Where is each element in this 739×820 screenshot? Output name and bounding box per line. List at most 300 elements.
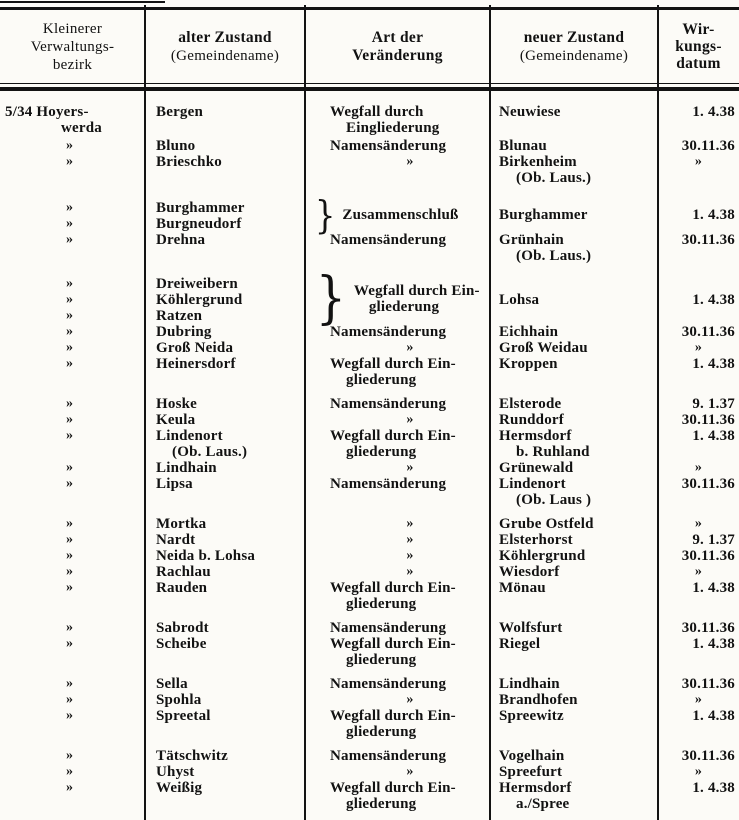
ditto-mark: » xyxy=(66,516,74,531)
cell-verwaltungsbezirk xyxy=(0,620,145,636)
cell-text: gliederung xyxy=(346,444,417,460)
cell-art-der-veraenderung xyxy=(305,248,490,264)
cell-text: 1. 4.38 xyxy=(692,428,735,444)
brace-text xyxy=(354,283,480,315)
cell-text: Ratzen xyxy=(156,308,203,324)
table-row xyxy=(0,340,739,356)
cell-art-der-veraenderung xyxy=(305,580,490,596)
ditto-mark: » xyxy=(66,276,74,291)
ditto-mark: » xyxy=(406,548,414,563)
cell-alter-zustand xyxy=(145,372,305,388)
ditto-mark: » xyxy=(694,516,703,531)
table-row xyxy=(0,104,739,120)
table-row xyxy=(0,564,739,580)
ditto-mark: » xyxy=(694,692,703,707)
cell-text: Lindenort xyxy=(156,428,223,444)
cell-wirkungsdatum xyxy=(658,292,739,308)
cell-text: Wiesdorf xyxy=(499,564,560,580)
ditto-mark: » xyxy=(406,460,414,475)
header-wirkungsdatum xyxy=(658,10,739,83)
table-row xyxy=(0,652,739,668)
cell-verwaltungsbezirk xyxy=(0,532,145,548)
cell-alter-zustand xyxy=(145,724,305,740)
cell-neuer-zustand xyxy=(490,532,658,548)
cell-verwaltungsbezirk xyxy=(0,356,145,372)
cell-art-der-veraenderung xyxy=(305,428,490,444)
ditto-mark: » xyxy=(66,692,74,707)
cell-verwaltungsbezirk xyxy=(0,340,145,356)
cell-alter-zustand xyxy=(145,170,305,186)
cell-text: Namensänderung xyxy=(330,138,447,154)
header-line: Veränderung xyxy=(352,46,443,64)
cell-text: Zusammenschluß xyxy=(342,207,459,223)
cell-verwaltungsbezirk xyxy=(0,476,145,492)
cell-wirkungsdatum xyxy=(658,676,739,692)
table-row xyxy=(0,620,739,636)
cell-alter-zustand xyxy=(145,428,305,444)
cell-wirkungsdatum xyxy=(658,170,739,186)
ditto-mark: » xyxy=(66,460,74,475)
cell-wirkungsdatum xyxy=(658,372,739,388)
cell-text: b. Ruhland xyxy=(516,444,590,460)
cell-wirkungsdatum xyxy=(658,564,739,580)
cell-verwaltungsbezirk xyxy=(0,104,145,120)
ditto-mark: » xyxy=(66,476,74,491)
cell-text: 1. 4.38 xyxy=(692,636,735,652)
ditto-mark: » xyxy=(66,636,74,651)
cell-alter-zustand xyxy=(145,138,305,154)
cell-text: 30.11.36 xyxy=(681,324,735,340)
cell-wirkungsdatum xyxy=(658,104,739,120)
cell-verwaltungsbezirk xyxy=(0,216,145,232)
cell-wirkungsdatum xyxy=(658,748,739,764)
cell-text: Wegfall durch Ein- xyxy=(330,780,456,796)
cell-art-der-veraenderung xyxy=(305,708,490,724)
cell-verwaltungsbezirk xyxy=(0,596,145,612)
ditto-mark: » xyxy=(406,692,414,707)
cell-text: 1. 4.38 xyxy=(692,580,735,596)
ditto-mark: » xyxy=(66,620,74,635)
table-row xyxy=(0,412,739,428)
cell-text: Sella xyxy=(156,676,188,692)
cell-alter-zustand xyxy=(145,596,305,612)
cell-verwaltungsbezirk xyxy=(0,676,145,692)
cell-text: Bergen xyxy=(156,104,204,120)
ditto-mark: » xyxy=(406,564,414,579)
table-row xyxy=(0,708,739,724)
cell-text: 1. 4.38 xyxy=(692,292,735,308)
cell-art-der-veraenderung xyxy=(305,412,490,428)
cell-text: Grünewald xyxy=(499,460,574,476)
table-row xyxy=(0,120,739,136)
cell-text: Weißig xyxy=(156,780,203,796)
cell-verwaltungsbezirk xyxy=(0,248,145,264)
cell-alter-zustand xyxy=(145,276,305,292)
cell-text: Wegfall durch Ein- xyxy=(330,428,456,444)
cell-verwaltungsbezirk xyxy=(0,200,145,216)
cell-verwaltungsbezirk xyxy=(0,516,145,532)
cell-text: 30.11.36 xyxy=(681,476,735,492)
cell-alter-zustand xyxy=(145,308,305,324)
cell-neuer-zustand xyxy=(490,308,658,324)
cell-verwaltungsbezirk xyxy=(0,232,145,248)
cell-text: Lindhain xyxy=(499,676,560,692)
cell-art-der-veraenderung xyxy=(305,396,490,412)
cell-text: Dreiweibern xyxy=(156,276,238,292)
cell-text: Lohsa xyxy=(499,292,540,308)
cell-alter-zustand xyxy=(145,324,305,340)
cell-text: 30.11.36 xyxy=(681,138,735,154)
cell-art-der-veraenderung xyxy=(305,104,490,120)
cell-text: 30.11.36 xyxy=(681,412,735,428)
cell-neuer-zustand xyxy=(490,412,658,428)
cell-neuer-zustand xyxy=(490,120,658,136)
cell-neuer-zustand xyxy=(490,724,658,740)
cell-alter-zustand xyxy=(145,216,305,232)
cell-neuer-zustand xyxy=(490,620,658,636)
cell-text: Wolfsfurt xyxy=(499,620,563,636)
cell-alter-zustand xyxy=(145,232,305,248)
table-row xyxy=(0,476,739,492)
header-line: Verwaltungs- xyxy=(30,38,115,55)
cell-neuer-zustand xyxy=(490,372,658,388)
cell-art-der-veraenderung xyxy=(305,676,490,692)
table-row xyxy=(0,676,739,692)
header-line: datum xyxy=(676,55,721,72)
cell-neuer-zustand xyxy=(490,324,658,340)
cell-alter-zustand xyxy=(145,292,305,308)
cell-text: Spreewitz xyxy=(499,708,564,724)
cell-text: 30.11.36 xyxy=(681,620,735,636)
ditto-mark: » xyxy=(694,340,703,355)
cell-alter-zustand xyxy=(145,796,305,812)
cell-text: Spreefurt xyxy=(499,764,563,780)
cell-text: Hermsdorf xyxy=(499,780,572,796)
cell-neuer-zustand xyxy=(490,636,658,652)
cell-art-der-veraenderung xyxy=(305,620,490,636)
cell-alter-zustand xyxy=(145,476,305,492)
cell-text: Wegfall durch xyxy=(330,104,424,120)
cell-alter-zustand xyxy=(145,412,305,428)
cell-verwaltungsbezirk xyxy=(0,396,145,412)
ditto-mark: » xyxy=(406,412,414,427)
cell-text: Grünhain xyxy=(499,232,564,248)
cell-verwaltungsbezirk xyxy=(0,120,145,136)
cell-art-der-veraenderung xyxy=(305,564,490,580)
cell-wirkungsdatum xyxy=(658,200,739,223)
cell-neuer-zustand xyxy=(490,444,658,460)
header-neuer-zustand xyxy=(490,10,658,83)
table-row xyxy=(0,138,739,154)
cell-neuer-zustand xyxy=(490,396,658,412)
cell-alter-zustand xyxy=(145,120,305,136)
cell-text: Hermsdorf xyxy=(499,428,572,444)
cell-alter-zustand xyxy=(145,200,305,216)
ditto-mark: » xyxy=(406,516,414,531)
table-row xyxy=(0,170,739,186)
cell-art-der-veraenderung xyxy=(305,170,490,186)
cell-alter-zustand xyxy=(145,636,305,652)
cell-text: Elsterode xyxy=(499,396,562,412)
cell-text: gliederung xyxy=(346,596,417,612)
ditto-mark: » xyxy=(694,764,703,779)
cell-text: Lipsa xyxy=(156,476,193,492)
cell-neuer-zustand xyxy=(490,580,658,596)
cell-text: Namensänderung xyxy=(330,232,447,248)
table-row xyxy=(0,724,739,740)
cell-verwaltungsbezirk xyxy=(0,460,145,476)
cell-neuer-zustand xyxy=(490,200,658,223)
cell-verwaltungsbezirk xyxy=(0,724,145,740)
cell-text: Dubring xyxy=(156,324,212,340)
cell-art-der-veraenderung xyxy=(305,748,490,764)
cell-neuer-zustand xyxy=(490,748,658,764)
table-row xyxy=(0,548,739,564)
table-row xyxy=(0,232,739,248)
cell-wirkungsdatum xyxy=(658,780,739,796)
cell-wirkungsdatum xyxy=(658,532,739,548)
cell-text: gliederung xyxy=(346,372,417,388)
cell-neuer-zustand xyxy=(490,476,658,492)
cell-text: werda xyxy=(61,120,102,136)
cell-verwaltungsbezirk xyxy=(0,324,145,340)
cell-verwaltungsbezirk xyxy=(0,764,145,780)
cell-verwaltungsbezirk xyxy=(0,548,145,564)
cell-wirkungsdatum xyxy=(658,516,739,532)
cell-neuer-zustand xyxy=(490,276,658,292)
cell-alter-zustand xyxy=(145,356,305,372)
table-row xyxy=(0,154,739,170)
cell-text: Scheibe xyxy=(156,636,207,652)
cell-text: (Ob. Laus.) xyxy=(516,248,592,264)
cell-text: Rachlau xyxy=(156,564,211,580)
cell-text: Mortka xyxy=(156,516,207,532)
table-row xyxy=(0,796,739,812)
cell-neuer-zustand xyxy=(490,460,658,476)
cell-text: Rauden xyxy=(156,580,208,596)
cell-text: Spreetal xyxy=(156,708,211,724)
cell-neuer-zustand xyxy=(490,548,658,564)
cell-neuer-zustand xyxy=(490,596,658,612)
cell-alter-zustand xyxy=(145,692,305,708)
cell-alter-zustand xyxy=(145,154,305,170)
cell-wirkungsdatum xyxy=(658,492,739,508)
cell-alter-zustand xyxy=(145,548,305,564)
cell-verwaltungsbezirk xyxy=(0,636,145,652)
cell-alter-zustand xyxy=(145,396,305,412)
cell-text: Burgneudorf xyxy=(156,216,242,232)
cell-verwaltungsbezirk xyxy=(0,748,145,764)
cell-text: Wegfall durch Ein- xyxy=(330,636,456,652)
ditto-mark: » xyxy=(66,340,74,355)
cell-alter-zustand xyxy=(145,248,305,264)
cell-alter-zustand xyxy=(145,764,305,780)
table-row xyxy=(0,324,739,340)
cell-neuer-zustand xyxy=(490,564,658,580)
cell-wirkungsdatum xyxy=(658,724,739,740)
header-line: Kleinerer xyxy=(42,20,103,37)
table-body xyxy=(0,96,739,812)
cell-wirkungsdatum xyxy=(658,652,739,668)
cell-text: 1. 4.38 xyxy=(692,780,735,796)
cell-wirkungsdatum xyxy=(658,476,739,492)
header-line: bezirk xyxy=(52,56,93,73)
cell-text: 5/34 Hoyers- xyxy=(5,104,89,120)
cell-alter-zustand xyxy=(145,444,305,460)
table-header xyxy=(0,10,739,83)
header-line: (Gemeindename) xyxy=(170,47,280,64)
cell-text: Runddorf xyxy=(499,412,564,428)
cell-text: 9. 1.37 xyxy=(692,532,735,548)
table-row xyxy=(0,516,739,532)
cell-text: Sabrodt xyxy=(156,620,209,636)
cell-verwaltungsbezirk xyxy=(0,492,145,508)
cell-text: Eingliederung xyxy=(346,120,440,136)
cell-art-der-veraenderung xyxy=(305,138,490,154)
cell-neuer-zustand xyxy=(490,248,658,264)
table-row xyxy=(0,396,739,412)
ditto-mark: » xyxy=(406,764,414,779)
ditto-mark: » xyxy=(66,412,74,427)
cell-alter-zustand xyxy=(145,708,305,724)
cell-neuer-zustand xyxy=(490,154,658,170)
cell-text: Namensänderung xyxy=(330,476,447,492)
ditto-mark: » xyxy=(66,780,74,795)
cell-art-der-veraenderung xyxy=(305,340,490,356)
cell-text: gliederung xyxy=(368,299,440,315)
cell-alter-zustand xyxy=(145,780,305,796)
cell-verwaltungsbezirk xyxy=(0,444,145,460)
cell-art-der-veraenderung xyxy=(305,636,490,652)
brace-text xyxy=(342,207,458,223)
ditto-mark: » xyxy=(66,532,74,547)
ditto-mark: » xyxy=(66,764,74,779)
cell-alter-zustand xyxy=(145,516,305,532)
cell-text: (Ob. Laus ) xyxy=(516,492,592,508)
cell-text: Köhlergrund xyxy=(156,292,243,308)
table-row xyxy=(0,492,739,508)
cell-text: 1. 4.38 xyxy=(692,207,735,223)
cell-verwaltungsbezirk xyxy=(0,292,145,308)
cell-alter-zustand xyxy=(145,620,305,636)
cell-wirkungsdatum xyxy=(658,412,739,428)
header-line: Wir- xyxy=(682,21,715,38)
cell-wirkungsdatum xyxy=(658,248,739,264)
cell-verwaltungsbezirk xyxy=(0,170,145,186)
ditto-mark: » xyxy=(694,460,703,475)
cell-text: Namensänderung xyxy=(330,676,447,692)
cell-text: (Ob. Laus.) xyxy=(172,444,248,460)
header-bottom-rule xyxy=(0,87,739,91)
cell-verwaltungsbezirk xyxy=(0,708,145,724)
ditto-mark: » xyxy=(66,324,74,339)
table-row xyxy=(0,428,739,444)
cell-text: Blunau xyxy=(499,138,547,154)
cell-text: gliederung xyxy=(346,724,417,740)
table-row xyxy=(0,596,739,612)
cell-neuer-zustand xyxy=(490,340,658,356)
cell-text: Burghammer xyxy=(499,207,588,223)
cell-text: Namensänderung xyxy=(330,396,447,412)
cell-wirkungsdatum xyxy=(658,356,739,372)
cell-verwaltungsbezirk xyxy=(0,412,145,428)
cell-alter-zustand xyxy=(145,564,305,580)
table-row xyxy=(0,764,739,780)
cell-art-der-veraenderung xyxy=(305,444,490,460)
cell-text: 9. 1.37 xyxy=(692,396,735,412)
header-art-der-veraenderung xyxy=(305,10,490,83)
cell-text: Wegfall durch Ein- xyxy=(353,283,480,299)
cell-wirkungsdatum xyxy=(658,324,739,340)
cell-neuer-zustand xyxy=(490,676,658,692)
ditto-mark: » xyxy=(66,748,74,763)
cell-text: Neuwiese xyxy=(499,104,561,120)
cell-wirkungsdatum xyxy=(658,444,739,460)
ditto-mark: » xyxy=(66,308,74,323)
ditto-mark: » xyxy=(406,340,414,355)
cell-verwaltungsbezirk xyxy=(0,138,145,154)
ditto-mark: » xyxy=(66,564,74,579)
cell-text: Groß Weidau xyxy=(499,340,588,356)
cell-verwaltungsbezirk xyxy=(0,780,145,796)
cell-art-der-veraenderung xyxy=(305,492,490,508)
cell-text: Brieschko xyxy=(156,154,222,170)
cell-art-der-veraenderung xyxy=(305,266,490,331)
cell-verwaltungsbezirk xyxy=(0,154,145,170)
cell-text: Wegfall durch Ein- xyxy=(330,356,456,372)
cell-wirkungsdatum xyxy=(658,580,739,596)
cell-alter-zustand xyxy=(145,460,305,476)
cell-wirkungsdatum xyxy=(658,428,739,444)
cell-text: 1. 4.38 xyxy=(692,708,735,724)
table-row xyxy=(0,580,739,596)
cell-neuer-zustand xyxy=(490,780,658,796)
cell-text: Grube Ostfeld xyxy=(499,516,594,532)
brace-group xyxy=(313,266,480,331)
cell-neuer-zustand xyxy=(490,104,658,120)
cell-wirkungsdatum xyxy=(658,340,739,356)
table-row xyxy=(0,748,739,764)
cell-art-der-veraenderung xyxy=(305,532,490,548)
cell-neuer-zustand xyxy=(490,292,658,308)
cell-text: Uhyst xyxy=(156,764,195,780)
cell-text: Spohla xyxy=(156,692,202,708)
cell-verwaltungsbezirk xyxy=(0,692,145,708)
cell-text: 30.11.36 xyxy=(681,676,735,692)
table-row xyxy=(0,460,739,476)
cell-text: (Ob. Laus.) xyxy=(516,170,592,186)
cell-neuer-zustand xyxy=(490,232,658,248)
cell-art-der-veraenderung xyxy=(305,548,490,564)
ditto-mark: » xyxy=(66,216,74,231)
cell-text: Wegfall durch Ein- xyxy=(330,708,456,724)
table-row xyxy=(0,356,739,372)
cell-art-der-veraenderung xyxy=(305,652,490,668)
cell-text: Bluno xyxy=(156,138,196,154)
cell-alter-zustand xyxy=(145,492,305,508)
cell-alter-zustand xyxy=(145,676,305,692)
cell-neuer-zustand xyxy=(490,516,658,532)
cell-art-der-veraenderung xyxy=(305,193,490,237)
cell-art-der-veraenderung xyxy=(305,764,490,780)
cell-verwaltungsbezirk xyxy=(0,308,145,324)
cell-neuer-zustand xyxy=(490,356,658,372)
cell-wirkungsdatum xyxy=(658,460,739,476)
cell-wirkungsdatum xyxy=(658,396,739,412)
cell-wirkungsdatum xyxy=(658,596,739,612)
cell-art-der-veraenderung xyxy=(305,796,490,812)
ditto-mark: » xyxy=(66,232,74,247)
